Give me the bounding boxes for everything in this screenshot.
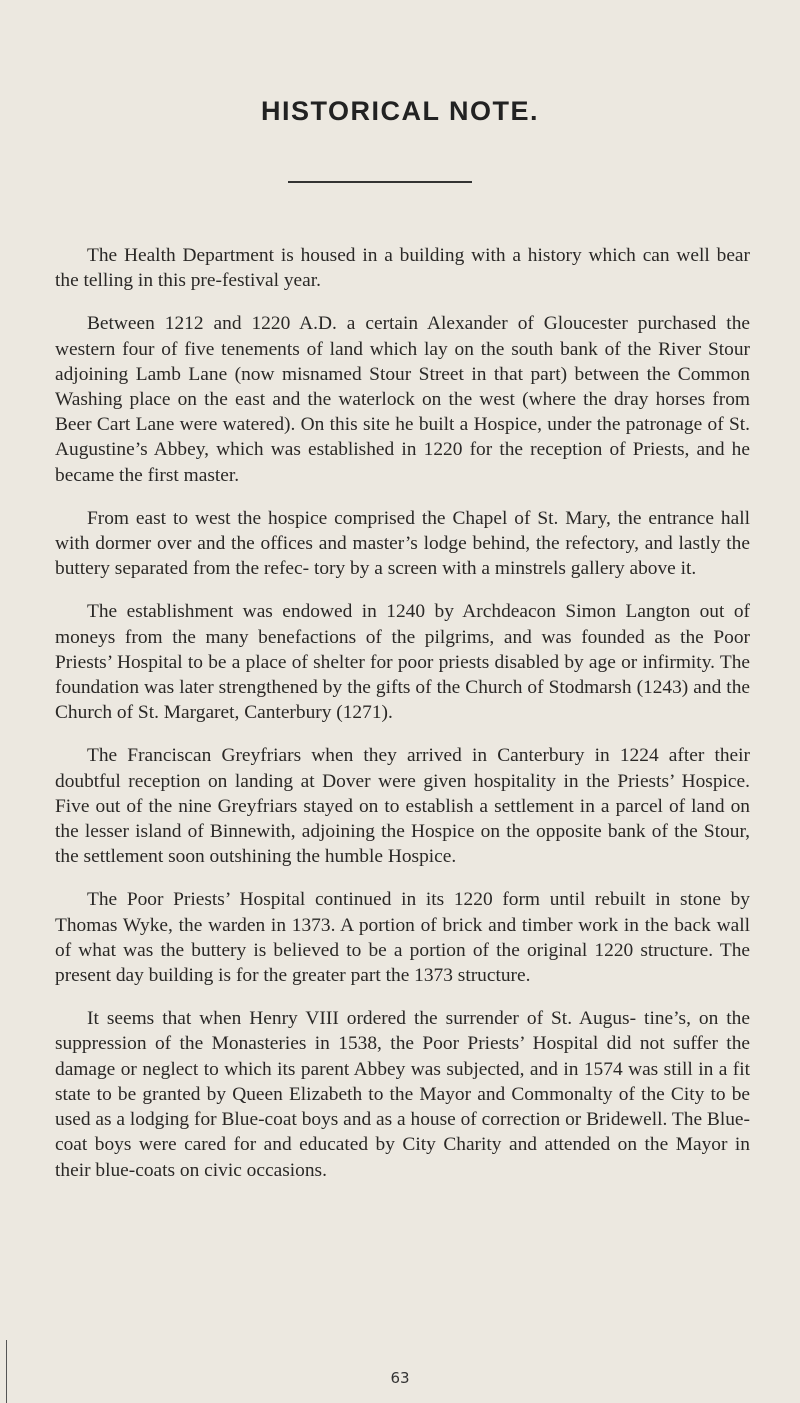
page-title: HISTORICAL NOTE. (260, 96, 540, 126)
paragraph: The Franciscan Greyfriars when they arrived in Canterbury in 1224 after their doubtful reception on landing at Dover were given hospitality in the Priests’ Hospice. Five out of the nine Greyfriars stayed on to establish a settlement in a parcel of land on the lesser island of Binnewith, adjoining the Hospice on the opposite bank of the Stour, the settlement soon outshining the humble Hospice. (55, 745, 750, 868)
paragraph: It seems that when Henry VIII ordered the surrender of St. Augus- tine’s, on the suppression of the Monasteries in 1538, the Poor Priests’ Hospital did not suffer the damage or neglect to which its parent Abbey was subjected, and in 1574 was still in a fit state to be granted by Queen Elizabeth to the Mayor and Commonalty of the City to be used as a lodging for Blue-coat boys and as a house of correction or Bridewell. The Blue-coat boys were cared for and educated by City Charity and attended on the Mayor in their blue-coats on civic occasions. (55, 1008, 750, 1181)
paragraph: The Health Department is housed in a building with a history which can well bear the telling in this pre-festival year. (55, 245, 750, 292)
paragraph: The Poor Priests’ Hospital continued in its 1220 form until rebuilt in stone by Thomas Wyke, the warden in 1373. A portion of brick and timber work in the back wall of what was the buttery is believed to be a portion of the original 1220 structure. The present day building is for the greater part the 1373 structure. (55, 889, 750, 987)
body-text (55, 243, 750, 1201)
page-number: 63 (390, 1369, 410, 1387)
title-divider (288, 181, 472, 183)
binding-edge (6, 1340, 7, 1403)
paragraph: Between 1212 and 1220 A.D. a certain Alexander of Gloucester purchased the western four of five tenements of land which lay on the south bank of the River Stour adjoining Lamb Lane (now misnamed Stour Street in that part) between the Common Washing place on the east and the waterlock on the west (where the dray horses from Beer Cart Lane were watered). On this site he built a Hospice, under the patronage of St. Augustine’s Abbey, which was established in 1220 for the reception of Priests, and he became the first master. (55, 313, 750, 486)
paragraph: From east to west the hospice comprised the Chapel of St. Mary, the entrance hall with dormer over and the offices and master’s lodge behind, the refectory, and lastly the buttery separated from the refec- tory by a screen with a minstrels gallery above it. (55, 507, 750, 580)
paragraph: The establishment was endowed in 1240 by Archdeacon Simon Langton out of moneys from the many benefactions of the pilgrims, and was founded as the Poor Priests’ Hospital to be a place of shelter for poor priests disabled by age or infirmity. The foundation was later strengthened by the gifts of the Church of Stodmarsh (1243) and the Church of St. Margaret, Canterbury (1271). (55, 601, 750, 724)
